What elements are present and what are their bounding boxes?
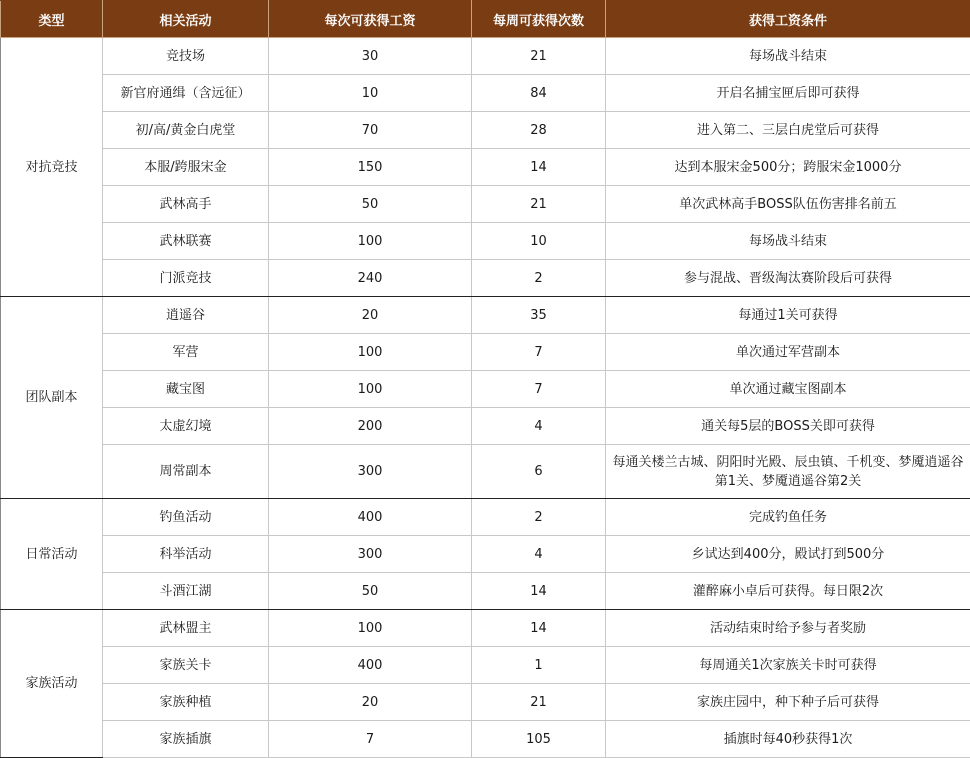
header-times: 每周可获得次数	[472, 1, 606, 38]
times-cell: 14	[472, 610, 606, 647]
activity-cell: 藏宝图	[103, 371, 269, 408]
condition-cell: 家族庄园中，种下种子后可获得	[606, 684, 970, 721]
times-cell: 7	[472, 334, 606, 371]
pay-cell: 100	[269, 371, 472, 408]
activity-cell: 逍遥谷	[103, 297, 269, 334]
table-row	[1, 408, 970, 445]
pay-cell: 150	[269, 149, 472, 186]
table-row	[1, 573, 970, 610]
condition-cell: 单次通过军营副本	[606, 334, 970, 371]
condition-cell: 每场战斗结束	[606, 223, 970, 260]
header-activity: 相关活动	[103, 1, 269, 38]
table-row	[1, 647, 970, 684]
activity-cell: 门派竞技	[103, 260, 269, 297]
activity-cell: 家族关卡	[103, 647, 269, 684]
condition-cell: 每场战斗结束	[606, 38, 970, 75]
activity-cell: 竞技场	[103, 38, 269, 75]
condition-cell: 单次武林高手BOSS队伍伤害排名前五	[606, 186, 970, 223]
activity-cell: 斗酒江湖	[103, 573, 269, 610]
category-cell: 家族活动	[1, 610, 103, 758]
condition-cell: 完成钓鱼任务	[606, 499, 970, 536]
pay-cell: 7	[269, 721, 472, 758]
activity-cell: 科举活动	[103, 536, 269, 573]
times-cell: 10	[472, 223, 606, 260]
table-row	[1, 721, 970, 758]
header-pay: 每次可获得工资	[269, 1, 472, 38]
activity-cell: 周常副本	[103, 445, 269, 499]
table-row	[1, 610, 970, 647]
pay-cell: 30	[269, 38, 472, 75]
times-cell: 28	[472, 112, 606, 149]
header-row	[1, 1, 970, 38]
times-cell: 21	[472, 684, 606, 721]
condition-cell: 进入第二、三层白虎堂后可获得	[606, 112, 970, 149]
pay-cell: 20	[269, 297, 472, 334]
condition-cell: 开启名捕宝匣后即可获得	[606, 75, 970, 112]
pay-cell: 300	[269, 536, 472, 573]
activity-cell: 新官府通缉（含远征）	[103, 75, 269, 112]
pay-cell: 200	[269, 408, 472, 445]
table-body	[1, 38, 970, 758]
activity-cell: 家族插旗	[103, 721, 269, 758]
pay-cell: 400	[269, 647, 472, 684]
activity-cell: 本服/跨服宋金	[103, 149, 269, 186]
pay-cell: 100	[269, 334, 472, 371]
table-row	[1, 186, 970, 223]
table-row	[1, 371, 970, 408]
pay-cell: 100	[269, 223, 472, 260]
activity-cell: 太虚幻境	[103, 408, 269, 445]
condition-cell: 参与混战、晋级淘汰赛阶段后可获得	[606, 260, 970, 297]
header-condition: 获得工资条件	[606, 1, 970, 38]
condition-cell: 每周通关1次家族关卡时可获得	[606, 647, 970, 684]
activity-cell: 武林联赛	[103, 223, 269, 260]
activity-cell: 武林盟主	[103, 610, 269, 647]
times-cell: 14	[472, 149, 606, 186]
condition-cell: 乡试达到400分，殿试打到500分	[606, 536, 970, 573]
header-type: 类型	[1, 1, 103, 38]
activity-cell: 家族种植	[103, 684, 269, 721]
pay-cell: 100	[269, 610, 472, 647]
table-row	[1, 684, 970, 721]
table-row	[1, 38, 970, 75]
times-cell: 35	[472, 297, 606, 334]
pay-cell: 10	[269, 75, 472, 112]
times-cell: 2	[472, 499, 606, 536]
times-cell: 105	[472, 721, 606, 758]
pay-cell: 70	[269, 112, 472, 149]
condition-cell: 灌醉麻小卓后可获得。每日限2次	[606, 573, 970, 610]
times-cell: 7	[472, 371, 606, 408]
times-cell: 21	[472, 186, 606, 223]
times-cell: 6	[472, 445, 606, 499]
category-cell: 日常活动	[1, 499, 103, 610]
condition-cell: 达到本服宋金500分；跨服宋金1000分	[606, 149, 970, 186]
table-row	[1, 297, 970, 334]
pay-cell: 240	[269, 260, 472, 297]
condition-cell: 通关每5层的BOSS关即可获得	[606, 408, 970, 445]
table-row	[1, 536, 970, 573]
activity-cell: 钓鱼活动	[103, 499, 269, 536]
times-cell: 14	[472, 573, 606, 610]
condition-cell: 每通关楼兰古城、阴阳时光殿、辰虫镇、千机变、梦魇逍遥谷第1关、梦魇逍遥谷第2关	[606, 445, 970, 499]
times-cell: 84	[472, 75, 606, 112]
pay-cell: 300	[269, 445, 472, 499]
times-cell: 2	[472, 260, 606, 297]
table-row	[1, 112, 970, 149]
activity-cell: 军营	[103, 334, 269, 371]
activity-cell: 武林高手	[103, 186, 269, 223]
table-row	[1, 75, 970, 112]
condition-cell: 每通过1关可获得	[606, 297, 970, 334]
pay-cell: 50	[269, 573, 472, 610]
pay-cell: 50	[269, 186, 472, 223]
category-cell: 团队副本	[1, 297, 103, 499]
pay-cell: 20	[269, 684, 472, 721]
condition-cell: 单次通过藏宝图副本	[606, 371, 970, 408]
pay-cell: 400	[269, 499, 472, 536]
condition-cell: 插旗时每40秒获得1次	[606, 721, 970, 758]
times-cell: 4	[472, 408, 606, 445]
table-row	[1, 149, 970, 186]
times-cell: 4	[472, 536, 606, 573]
table-row	[1, 445, 970, 499]
activity-cell: 初/高/黄金白虎堂	[103, 112, 269, 149]
table-row	[1, 223, 970, 260]
times-cell: 21	[472, 38, 606, 75]
condition-cell: 活动结束时给予参与者奖励	[606, 610, 970, 647]
table-row	[1, 334, 970, 371]
table-row	[1, 499, 970, 536]
table-row	[1, 260, 970, 297]
times-cell: 1	[472, 647, 606, 684]
category-cell: 对抗竞技	[1, 38, 103, 297]
